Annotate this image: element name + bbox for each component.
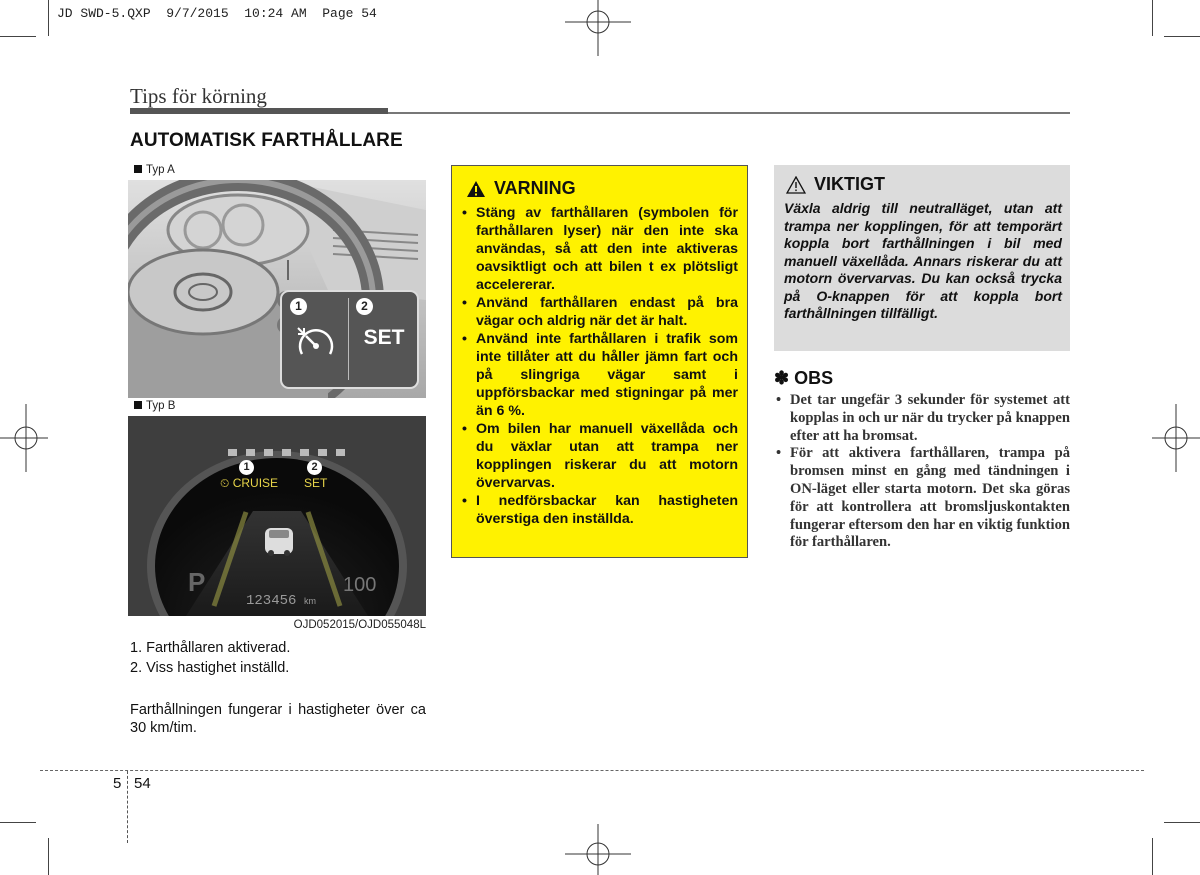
page-number: 54 — [134, 775, 151, 792]
square-bullet-icon — [134, 165, 142, 173]
cruise-switch-callout — [280, 290, 419, 389]
callout-divider — [348, 298, 349, 380]
odometer: 123456 — [246, 593, 297, 609]
warning-list — [462, 204, 738, 528]
cluster-cruise-indicator: ⏲ CRUISE — [220, 476, 279, 490]
warning-title: VARNING — [466, 178, 576, 199]
notice-item: • Det tar ungefär 3 sekunder för systemet att kopplas in och ur när du trycker på knappen efter att ha bromsat. — [774, 392, 1070, 445]
important-box — [774, 165, 1070, 351]
cruise-indicator-icon: ⏲ — [220, 476, 230, 490]
caption-item: 1. Farthållaren aktiverad. — [130, 640, 291, 656]
cluster-set-indicator: SET — [304, 476, 328, 490]
notice-item: • För att aktivera farthållaren, trampa på bromsen minst en gång med tändningen i ON-läget eller starta motorn. Det ska göras för att kontrollera att bromsljuskontakten fungerar eftersom den har en viktig funktion för farthållaren. — [774, 445, 1070, 552]
section-title: Tips för körning — [130, 84, 267, 108]
warning-item: • Om bilen har manuell växellåda och du växlar utan att trampa ner kopplingen riskerar du att motorn övervarvas. — [462, 420, 738, 492]
warning-item: • I nedförsbackar kan hastigheten överstiga den inställda. — [462, 492, 738, 528]
callout-number-1: 1 — [290, 298, 307, 315]
important-title: VIKTIGT — [786, 174, 885, 195]
registration-mark-right — [1150, 400, 1200, 480]
footer-divider — [127, 771, 128, 843]
square-bullet-icon — [134, 401, 142, 409]
title-bar — [130, 108, 388, 114]
title-rule — [388, 112, 1070, 114]
warning-item: • Använd inte farthållaren i trafik som inte tillåter att du håller jämn fart och på slingriga vägar samt i uppförsbackar med stigningar på mer än 6 %. — [462, 330, 738, 420]
caution-triangle-icon — [786, 176, 806, 194]
warning-box — [451, 165, 748, 558]
odometer-unit: km — [304, 596, 316, 606]
type-a-label: Typ A — [134, 164, 175, 176]
image-code: OJD052015/OJD055048L — [293, 619, 426, 631]
type-b-label: Typ B — [134, 400, 175, 412]
instrument-cluster-illustration — [128, 416, 426, 616]
gear-indicator: P — [188, 567, 206, 597]
important-text: Växla aldrig till neutralläget, utan att trampa ner kopplingen, för att temporärt koppla bort farthållningen i bil med manuell växellåda. Annars riskerar du att motorn övervarvas. Du kan också trycka på O-knappen för att koppla bort farthållningen tillfälligt. — [784, 200, 1062, 321]
print-header: JD SWD-5.QXP 9/7/2015 10:24 AM Page 54 — [57, 6, 377, 21]
registration-mark-bottom — [555, 820, 645, 875]
body-paragraph: Farthållningen fungerar i hastigheter över ca 30 km/tim. — [130, 702, 426, 736]
cluster-callout-1: 1 — [239, 460, 254, 475]
warning-item: • Stäng av farthållaren (symbolen för farthållaren lyser) när den inte ska användas, så att den inte aktiveras oavsiktligt och att bilen t ex plötsligt accelererar. — [462, 204, 738, 294]
notice-title: ✽ OBS — [774, 368, 834, 388]
page-heading: AUTOMATISK FARTHÅLLARE — [130, 130, 403, 151]
cluster-callout-2: 2 — [307, 460, 322, 475]
footer-rule — [40, 770, 1144, 771]
warning-item: • Använd farthållaren endast på bra vägar och aldrig när det är halt. — [462, 294, 738, 330]
notice-list — [774, 392, 1070, 552]
speed-reading: 100 — [343, 574, 377, 596]
chapter-number: 5 — [113, 775, 122, 792]
callout-number-2: 2 — [356, 298, 373, 315]
set-button-label: SET — [363, 326, 405, 349]
caption-item: 2. Viss hastighet inställd. — [130, 660, 290, 676]
registration-mark-top — [555, 0, 645, 60]
cruise-control-icon — [294, 320, 338, 364]
warning-triangle-icon — [466, 180, 486, 198]
registration-mark-left — [0, 400, 50, 480]
